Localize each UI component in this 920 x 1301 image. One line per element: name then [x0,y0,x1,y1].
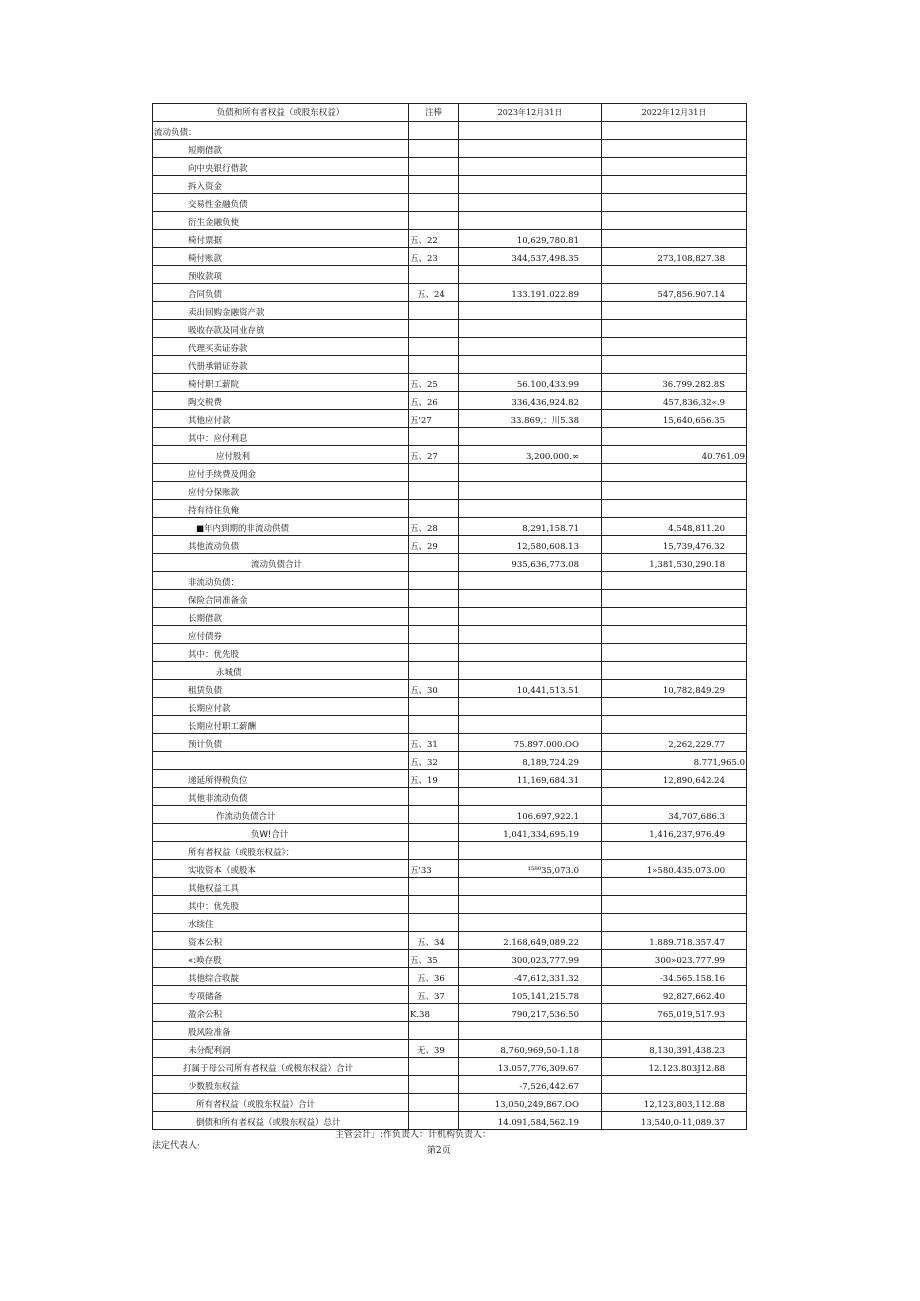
row-note [409,716,459,734]
table-row [153,392,747,410]
row-label: 长期应付款 [153,698,409,716]
row-label: 作流动负债合计 [153,806,409,824]
row-label: 向中央银行借款 [153,158,409,176]
row-label: 椅付职工薪院 [153,374,409,392]
row-value-2023: 33.869,：川5.38 [459,410,602,428]
row-value-2022: 15,739,476.32 [602,536,747,554]
row-note [409,806,459,824]
row-label: 短期借款 [153,140,409,158]
row-label: 应付股利 [153,446,409,464]
row-note [409,914,459,932]
row-note [409,788,459,806]
row-label: 未分配利润 [153,1040,409,1058]
row-value-2022: 12,123,803,112.88 [602,1094,747,1112]
row-label: 代册承销证券款 [153,356,409,374]
row-label: 合同负债 [153,284,409,302]
table-row [153,770,747,788]
row-note: 五、30 [409,680,459,698]
row-value-2022: 36.799.282.8S [602,374,747,392]
table-row [153,932,747,950]
row-note: 五、37 [409,986,459,1004]
table-row [153,968,747,986]
row-label: 倒债和所有者权益（或股东权益）总计 [153,1112,409,1130]
row-value-2022: 8,130,391,438.23 [602,1040,747,1058]
row-value-2023: ¹⁵⁸⁰35,073.0 [459,860,602,878]
row-label [153,752,409,770]
table-row [153,374,747,392]
row-value-2023 [459,482,602,500]
row-note [409,464,459,482]
row-note [409,626,459,644]
table-row [153,212,747,230]
row-note [409,428,459,446]
row-note [409,140,459,158]
row-note: 五、29 [409,536,459,554]
row-label: 应付手续费及佣金 [153,464,409,482]
row-value-2023: 8,189,724.29 [459,752,602,770]
row-value-2023 [459,608,602,626]
row-value-2023: 11,169,684.31 [459,770,602,788]
row-value-2022 [602,266,747,284]
row-value-2022 [602,590,747,608]
row-value-2023 [459,1022,602,1040]
row-value-2022 [602,356,747,374]
row-value-2023: 336,436,924.82 [459,392,602,410]
table-row [153,1076,747,1094]
row-value-2022: 4.548,811.20 [602,518,747,536]
signature-line: 主管会计」:作负责人：计机构负责人： [335,1130,492,1140]
row-label: 流动负债合计 [153,554,409,572]
row-label: 其他综合收靛 [153,968,409,986]
row-value-2022: 1.889.718.357.47 [602,932,747,950]
table-row [153,914,747,932]
table-row [153,536,747,554]
row-note [409,698,459,716]
table-row [153,788,747,806]
row-label: 负W!合计 [153,824,409,842]
row-label: 衍生金融负使 [153,212,409,230]
legal-representative: 法定代表人· [152,1141,200,1151]
row-value-2022: 8.771,965.0 [602,752,747,770]
row-label: 盈余公积 [153,1004,409,1022]
table-row [153,608,747,626]
row-value-2022 [602,194,747,212]
row-note: 五、24 [409,284,459,302]
page-number: 第2页 [427,1146,451,1156]
row-value-2022 [602,428,747,446]
row-value-2022 [602,320,747,338]
row-note [409,320,459,338]
row-value-2023 [459,464,602,482]
row-note [409,194,459,212]
row-note [409,500,459,518]
row-value-2022 [602,302,747,320]
header-item: 负债和所有者权益（或股东权益） [153,104,409,122]
row-label: 流动负债： [153,122,409,140]
row-value-2022 [602,896,747,914]
row-label: 其他非流动负债 [153,788,409,806]
row-note [409,554,459,572]
row-label: 租赁负债 [153,680,409,698]
row-value-2022: 13,540,0-11,089.37 [602,1112,747,1130]
row-note: 五、19 [409,770,459,788]
row-value-2023: 12,580,608.13 [459,536,602,554]
table-row [153,698,747,716]
row-value-2022 [602,878,747,896]
row-label: 非流动负债： [153,572,409,590]
row-note [409,572,459,590]
row-label: 其中：优先股 [153,896,409,914]
row-value-2023 [459,644,602,662]
row-label: 其他应付款 [153,410,409,428]
row-value-2023 [459,572,602,590]
balance-sheet-table [152,103,747,1130]
table-row [153,194,747,212]
row-value-2022: 92,827,662.40 [602,986,747,1004]
row-label: 其中：应付利息 [153,428,409,446]
row-value-2023: 14.091,584,562.19 [459,1112,602,1130]
row-label: 其中：优先股 [153,644,409,662]
row-note [409,482,459,500]
row-note: 五、23 [409,248,459,266]
row-value-2022 [602,176,747,194]
row-value-2023: 13.057,776,309.67 [459,1058,602,1076]
row-label: 实收资本（或股本 [153,860,409,878]
row-label: 拆入资金 [153,176,409,194]
row-value-2023: 13,050,249,867.OO [459,1094,602,1112]
table-row [153,410,747,428]
row-value-2023 [459,626,602,644]
row-value-2023 [459,338,602,356]
table-row [153,572,747,590]
row-value-2023: 10,629,780.81 [459,230,602,248]
row-value-2023: -7,526,442.67 [459,1076,602,1094]
row-note [409,1094,459,1112]
row-value-2022 [602,572,747,590]
row-note [409,338,459,356]
table-row [153,860,747,878]
row-value-2023 [459,590,602,608]
row-label: 吸收存款及同业存放 [153,320,409,338]
row-label: 所有者权益（或股东权益》： [153,842,409,860]
row-value-2022: 1»580.435.073.00 [602,860,747,878]
row-value-2023: 344,537,498.35 [459,248,602,266]
row-label: 陶交税费 [153,392,409,410]
row-label: 卖出回购金融资产款 [153,302,409,320]
header-2023: 2023年12月31日 [459,104,602,122]
row-note [409,896,459,914]
table-row [153,446,747,464]
row-value-2022: 547,856.907.14 [602,284,747,302]
row-value-2023: 790,217,536.50 [459,1004,602,1022]
row-value-2022: 1,381,530,290.18 [602,554,747,572]
row-value-2023 [459,698,602,716]
row-value-2022 [602,230,747,248]
row-value-2022 [602,644,747,662]
row-label: 打属于母公司所有者权益（或极东权益）合计 [153,1058,409,1076]
row-value-2022: 273,108,827.38 [602,248,747,266]
row-value-2022: 765,019,517.93 [602,1004,747,1022]
row-value-2023 [459,896,602,914]
row-note [409,608,459,626]
row-value-2023 [459,212,602,230]
row-value-2023 [459,662,602,680]
row-note [409,176,459,194]
table-row [153,590,747,608]
table-row [153,878,747,896]
row-label: 专项储备 [153,986,409,1004]
row-label: 预计负债 [153,734,409,752]
row-note: 五、27 [409,446,459,464]
row-label: 长期借款 [153,608,409,626]
table-row [153,158,747,176]
table-row [153,176,747,194]
table-row [153,986,747,1004]
table-row [153,284,747,302]
row-value-2022: 457,836,32«.9 [602,392,747,410]
row-value-2023: -47,612,331.32 [459,968,602,986]
table-row [153,662,747,680]
row-note: 五、26 [409,392,459,410]
table-header-row [153,104,747,122]
row-value-2023 [459,788,602,806]
table-row [153,500,747,518]
table-row [153,842,747,860]
row-label: 资本公积 [153,932,409,950]
row-note [409,878,459,896]
table-row [153,266,747,284]
row-label: ■年内到期的非流动供债 [153,518,409,536]
row-value-2022 [602,788,747,806]
header-2022: 2022年12月31日 [602,104,747,122]
table-row [153,896,747,914]
table-row [153,1040,747,1058]
row-note [409,662,459,680]
table-row [153,320,747,338]
row-note [409,212,459,230]
header-note: 注棒 [409,104,459,122]
row-value-2023: 1,041,334,695.19 [459,824,602,842]
row-value-2022 [602,716,747,734]
row-value-2023 [459,176,602,194]
table-row [153,950,747,968]
table-row [153,1058,747,1076]
row-note: 五、32 [409,752,459,770]
row-value-2022 [602,158,747,176]
row-label: 椅付账款 [153,248,409,266]
row-value-2022: 12,890,642.24 [602,770,747,788]
row-value-2023 [459,140,602,158]
table-row [153,806,747,824]
row-value-2023: 8,291,158.71 [459,518,602,536]
row-value-2023 [459,914,602,932]
row-value-2022 [602,122,747,140]
row-value-2022 [602,626,747,644]
row-value-2022 [602,338,747,356]
row-label: «:唤存股 [153,950,409,968]
row-value-2023: 10,441,513.51 [459,680,602,698]
row-note [409,302,459,320]
table-row [153,626,747,644]
row-value-2023: 105,141,215.78 [459,986,602,1004]
row-note [409,356,459,374]
row-value-2022: 1,416,237,976.49 [602,824,747,842]
row-value-2023 [459,428,602,446]
row-note: K.38 [409,1004,459,1022]
row-note [409,842,459,860]
table-row [153,356,747,374]
table-row [153,752,747,770]
table-row [153,248,747,266]
row-label: 保险合同准备金 [153,590,409,608]
table-row [153,482,747,500]
row-value-2023: 2.168,649,089.22 [459,932,602,950]
table-row [153,644,747,662]
row-value-2023 [459,320,602,338]
table-row [153,464,747,482]
row-value-2022 [602,1022,747,1040]
row-value-2022: -34.565.158.16 [602,968,747,986]
row-label: 应付债券 [153,626,409,644]
row-note [409,266,459,284]
row-note: 五'33 [409,860,459,878]
row-value-2022 [602,662,747,680]
row-value-2022 [602,140,747,158]
row-value-2022: 2,262,229.77 [602,734,747,752]
row-value-2023: 133.191.022.89 [459,284,602,302]
row-value-2022 [602,608,747,626]
table-row [153,680,747,698]
row-value-2022: 40.761.09 [602,446,747,464]
table-row [153,122,747,140]
row-value-2022 [602,842,747,860]
row-note [409,122,459,140]
row-note: 无、39 [409,1040,459,1058]
table-row [153,302,747,320]
table-row [153,1022,747,1040]
row-label: 椅付票据 [153,230,409,248]
row-value-2023 [459,500,602,518]
row-label: 其他流动负债 [153,536,409,554]
row-value-2022: 34,707,686.3 [602,806,747,824]
row-value-2023 [459,158,602,176]
row-value-2023 [459,356,602,374]
table-row [153,554,747,572]
row-label: 持有待住负俺 [153,500,409,518]
table-row [153,824,747,842]
row-label: 股风险准备 [153,1022,409,1040]
row-label: 预收款项 [153,266,409,284]
row-label: 水续住 [153,914,409,932]
table-row [153,428,747,446]
row-value-2023: 300,023,777.99 [459,950,602,968]
row-value-2022 [602,482,747,500]
row-note [409,1022,459,1040]
row-value-2022: 10,782,849.29 [602,680,747,698]
row-value-2022 [602,464,747,482]
row-note [409,644,459,662]
row-note: 五、31 [409,734,459,752]
row-label: 永城债 [153,662,409,680]
row-value-2022: 300»023.777.99 [602,950,747,968]
row-label: 所有者权益（或股东权益）合计 [153,1094,409,1112]
row-value-2022 [602,698,747,716]
row-label: 代理买卖证券款 [153,338,409,356]
row-label: 长期应付职工薪酬 [153,716,409,734]
row-note: 五、22 [409,230,459,248]
row-value-2023 [459,122,602,140]
table-row [153,734,747,752]
row-label: 应付分保账款 [153,482,409,500]
row-value-2023 [459,842,602,860]
row-label: 递延所得税负位 [153,770,409,788]
row-note [409,158,459,176]
row-value-2023: 106.697,922.1 [459,806,602,824]
row-value-2023 [459,878,602,896]
row-value-2023 [459,302,602,320]
row-value-2022: 12.123.803J12.88 [602,1058,747,1076]
row-note: 五、34 [409,932,459,950]
row-value-2023: 3,200.000.∞ [459,446,602,464]
row-note [409,824,459,842]
row-label: 交易性金融负债 [153,194,409,212]
row-value-2022 [602,212,747,230]
table-row [153,716,747,734]
row-value-2023: 56.100,433.99 [459,374,602,392]
table-row [153,230,747,248]
row-note: 五、28 [409,518,459,536]
row-value-2023 [459,194,602,212]
row-note: 五'27 [409,410,459,428]
table-row [153,338,747,356]
table-row [153,1004,747,1022]
row-value-2023: 75.897.000.OO [459,734,602,752]
row-note [409,1058,459,1076]
row-value-2023 [459,266,602,284]
table-row [153,140,747,158]
row-value-2022: 15,640,656.35 [602,410,747,428]
row-note [409,1076,459,1094]
table-row [153,518,747,536]
row-value-2022 [602,914,747,932]
row-value-2022 [602,1076,747,1094]
row-note: 五、35 [409,950,459,968]
row-label: 其他权益工具 [153,878,409,896]
row-note [409,590,459,608]
row-value-2023: 8,760,969,50-1.18 [459,1040,602,1058]
row-note: 五、36 [409,968,459,986]
row-value-2023: 935,636,773.08 [459,554,602,572]
row-label: 少数股东权益 [153,1076,409,1094]
table-row [153,1094,747,1112]
row-value-2022 [602,500,747,518]
row-note: 五、25 [409,374,459,392]
row-value-2023 [459,716,602,734]
